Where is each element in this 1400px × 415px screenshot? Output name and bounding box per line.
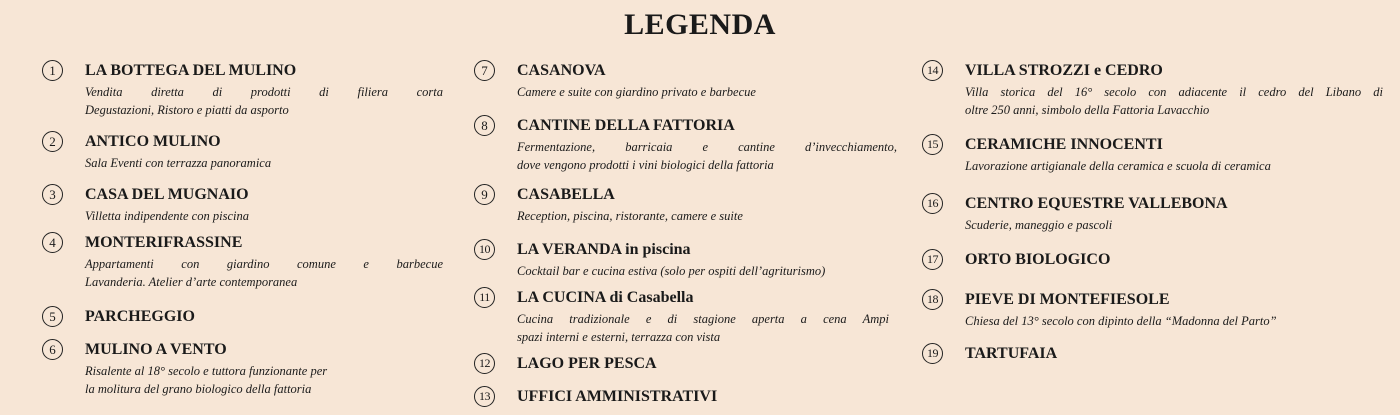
description-line: Lavorazione artigianale della ceramica e scuola di ceramica bbox=[965, 159, 1271, 173]
legend-number-circle: 16 bbox=[922, 193, 943, 214]
legend-entry-name: CENTRO EQUESTRE VALLEBONA bbox=[965, 195, 1228, 212]
description-line: Villa storica del 16° secolo con adiacente il cedro del Libano di bbox=[965, 85, 1383, 99]
legend-number-circle: 13 bbox=[474, 386, 495, 407]
legend-entry-name: UFFICI AMMINISTRATIVI bbox=[517, 388, 718, 405]
legend-number-circle: 9 bbox=[474, 184, 495, 205]
legend-number-circle: 17 bbox=[922, 249, 943, 270]
legend-entry-description bbox=[85, 362, 443, 398]
legend-entry-name: VILLA STROZZI e CEDRO bbox=[965, 62, 1163, 79]
description-line: spazi interni e esterni, terrazza con vista bbox=[517, 330, 721, 344]
description-line: dove vengono prodotti i vini biologici della fattoria bbox=[517, 158, 774, 172]
legend-entry-name: LA CUCINA di Casabella bbox=[517, 289, 694, 306]
legend-entry-name: PARCHEGGIO bbox=[85, 308, 195, 325]
description-line: Chiesa del 13° secolo con dipinto della “Madonna del Parto” bbox=[965, 314, 1277, 328]
legend-number-circle: 7 bbox=[474, 60, 495, 81]
description-line: Scuderie, maneggio e pascoli bbox=[965, 218, 1113, 232]
legend-number-circle: 12 bbox=[474, 353, 495, 374]
legend-number-circle: 19 bbox=[922, 343, 943, 364]
legend-number-circle: 2 bbox=[42, 131, 63, 152]
legend-entry-name: LA VERANDA in piscina bbox=[517, 241, 691, 258]
legend-entry-name: LA BOTTEGA DEL MULINO bbox=[85, 62, 297, 79]
legend-entry-name: CANTINE DELLA FATTORIA bbox=[517, 117, 735, 134]
description-line: Reception, piscina, ristorante, camere e suite bbox=[517, 209, 743, 223]
legend-entry-name: ANTICO MULINO bbox=[85, 133, 221, 150]
legend-entry-description bbox=[517, 207, 897, 225]
legend-entry-description bbox=[965, 83, 1383, 119]
legend-title: LEGENDA bbox=[624, 8, 776, 41]
description-line: Appartamenti con giardino comune e barbecue bbox=[85, 257, 443, 271]
legend-number-circle: 5 bbox=[42, 306, 63, 327]
description-line: Cocktail bar e cucina estiva (solo per ospiti dell’agriturismo) bbox=[517, 264, 826, 278]
legend-number-circle: 11 bbox=[474, 287, 495, 308]
description-line: Sala Eventi con terrazza panoramica bbox=[85, 156, 272, 170]
legend-entry-name: CASANOVA bbox=[517, 62, 606, 79]
legend-entry-description bbox=[85, 207, 443, 225]
legend-entry-description bbox=[85, 255, 443, 291]
description-line: oltre 250 anni, simbolo della Fattoria Lavacchio bbox=[965, 103, 1210, 117]
legend-entry-description bbox=[965, 216, 1383, 234]
legend-number-circle: 6 bbox=[42, 339, 63, 360]
legend-entry-name: TARTUFAIA bbox=[965, 345, 1058, 362]
legend-number-circle: 10 bbox=[474, 239, 495, 260]
legend-number-circle: 1 bbox=[42, 60, 63, 81]
legend-entry-name: ORTO BIOLOGICO bbox=[965, 251, 1111, 268]
legend-entry-description bbox=[517, 138, 897, 174]
description-line: Cucina tradizionale e di stagione aperta a cena Ampi bbox=[517, 312, 889, 326]
legend-entry-description bbox=[85, 154, 443, 172]
description-line: Camere e suite con giardino privato e barbecue bbox=[517, 85, 756, 99]
legend-entry-name: MULINO A VENTO bbox=[85, 341, 227, 358]
legend-entry-description bbox=[517, 262, 897, 280]
description-line: Villetta indipendente con piscina bbox=[85, 209, 249, 223]
legend-entry-description bbox=[517, 83, 897, 101]
legend-number-circle: 3 bbox=[42, 184, 63, 205]
legend-entry-name: CASA DEL MUGNAIO bbox=[85, 186, 249, 203]
legend-entry-description bbox=[965, 312, 1383, 330]
legend-entry-description bbox=[965, 157, 1383, 175]
legend-entry-name: CERAMICHE INNOCENTI bbox=[965, 136, 1163, 153]
description-line: Risalente al 18° secolo e tuttora funzionante per bbox=[85, 364, 328, 378]
legend-entry-name: CASABELLA bbox=[517, 186, 615, 203]
description-line: Degustazioni, Ristoro e piatti da asporto bbox=[85, 103, 289, 117]
legend-number-circle: 15 bbox=[922, 134, 943, 155]
description-line: Lavanderia. Atelier d’arte contemporanea bbox=[85, 275, 298, 289]
legend-number-circle: 14 bbox=[922, 60, 943, 81]
description-line: la molitura del grano biologico della fattoria bbox=[85, 382, 312, 396]
description-line: Vendita diretta di prodotti di filiera corta bbox=[85, 85, 443, 99]
legend-entry-description bbox=[517, 310, 889, 346]
legend-number-circle: 4 bbox=[42, 232, 63, 253]
legend-entry-name: MONTERIFRASSINE bbox=[85, 234, 243, 251]
description-line: Fermentazione, barricaia e cantine d’invecchiamento, bbox=[517, 140, 897, 154]
legend-entry-name: PIEVE DI MONTEFIESOLE bbox=[965, 291, 1170, 308]
legend-number-circle: 18 bbox=[922, 289, 943, 310]
legend-number-circle: 8 bbox=[474, 115, 495, 136]
legend-entry-name: LAGO PER PESCA bbox=[517, 355, 657, 372]
legend-entry-description bbox=[85, 83, 443, 119]
